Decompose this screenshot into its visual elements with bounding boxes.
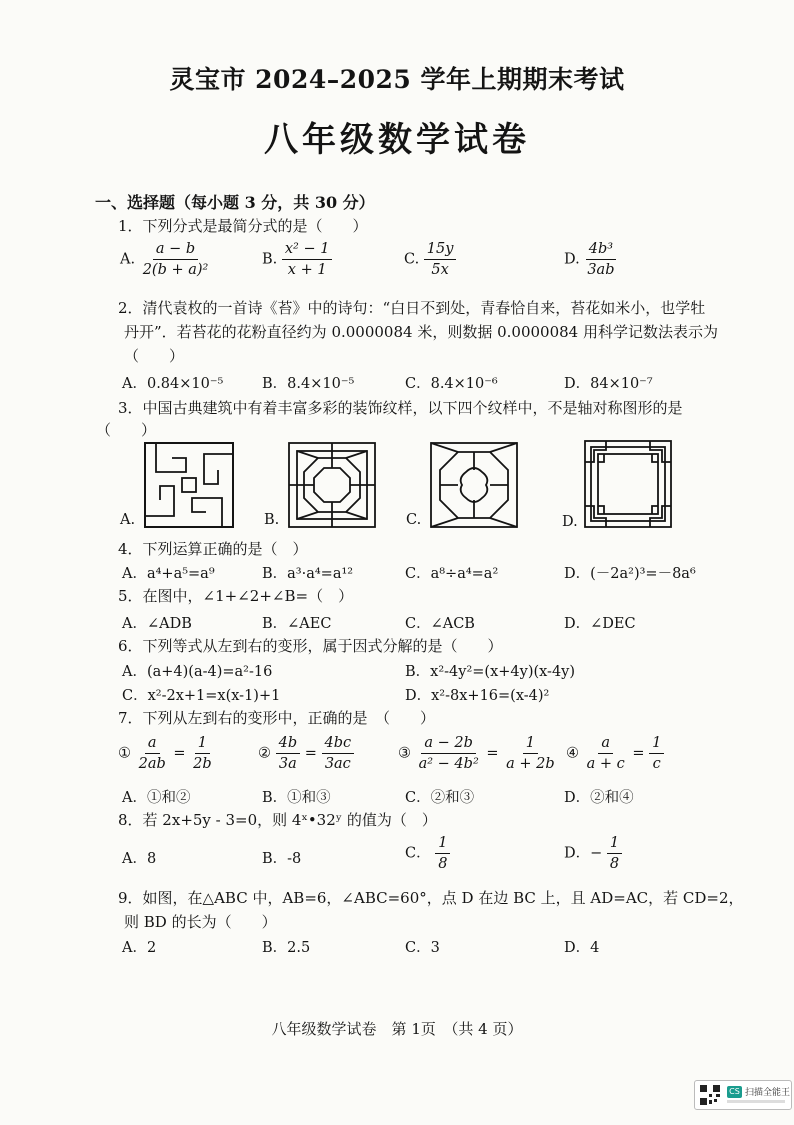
page-footer: 八年级数学试卷 第 1页 （共 4 页） [271, 1020, 523, 1038]
exam-title: 灵宝市 2024–2025 学年上期期末考试 [169, 65, 625, 94]
camscanner-logo-icon: CS [727, 1086, 742, 1098]
q9-option-b: B．2.5 [262, 940, 311, 956]
q8-option-c: C． $\frac{1}{8}$ [405, 834, 450, 873]
q4-stem: 4．下列运算正确的是（ ） [118, 540, 308, 558]
q7-item-4: ④ $\frac{a}{a + c}$ = $\frac{1}{c}$ [566, 734, 664, 773]
q8-option-d: D．− $\frac{1}{8}$ [564, 834, 622, 873]
q8-option-a: A．8 [122, 851, 157, 867]
scanner-label: 扫描全能王 [745, 1088, 791, 1098]
q5-option-c: C．∠ACB [405, 616, 475, 632]
q3-line2: （ ） [96, 421, 157, 439]
q7-option-b: B．①和③ [262, 790, 331, 806]
q2-option-b: B．8.4×10⁻⁵ [262, 376, 355, 392]
q1-stem: 1．下列分式是最简分式的是（ ） [118, 217, 368, 235]
qr-code-icon [699, 1084, 721, 1106]
q3-label-d: D. [562, 514, 578, 530]
q2-line2: 丹开”．若苔花的花粉直径约为 0.0000084 米，则数据 0.0000084 用科学记数法表示为 [124, 323, 718, 341]
q6-option-b: B．x²-4y²=(x+4y)(x-4y) [405, 664, 576, 680]
q6-option-d: D．x²-8x+16=(x-4)² [405, 688, 550, 704]
q9-option-c: C．3 [405, 940, 440, 956]
q5-option-a: A．∠ADB [122, 616, 192, 632]
q7-option-a: A．①和② [122, 790, 191, 806]
q4-option-a: A．a⁴+a⁵=a⁹ [122, 566, 215, 582]
q4-option-b: B．a³·a⁴=a¹² [262, 566, 354, 582]
q7-stem: 7．下列从左到右的变形中，正确的是 （ ） [118, 709, 436, 727]
q3-label-c: C. [406, 512, 422, 528]
q4-option-d: D．(－2a²)³=－8a⁶ [564, 566, 696, 582]
q5-option-d: D．∠DEC [564, 616, 636, 632]
q7-option-d: D．②和④ [564, 790, 634, 806]
pattern-c-figure [430, 442, 518, 528]
q3-label-b: B. [264, 512, 280, 528]
q7-item-1: ① $\frac{a}{2ab}$ = $\frac{1}{2b}$ [118, 735, 212, 772]
q1-option-b: B. $\frac{\text{x² − 1}}{x + 1}$ [262, 240, 332, 279]
q2-option-a: A．0.84×10⁻⁵ [122, 376, 224, 392]
section-heading: 一、选择题（每小题 3 分，共 30 分） [95, 193, 375, 212]
q2-line1: 2．清代袁枚的一首诗《苔》中的诗句：“白日不到处，青春恰自来，苔花如米小，也学牡 [118, 299, 706, 317]
q7-item-2: ② $\frac{4b}{3a}$ = $\frac{4bc}{3ac}$ [258, 734, 354, 773]
q9-option-d: D．4 [564, 940, 600, 956]
q7-option-c: C．②和③ [405, 790, 475, 806]
q9-option-a: A．2 [122, 940, 157, 956]
q5-option-b: B．∠AEC [262, 616, 332, 632]
q1-option-d: D. $\frac{\text{4b³}}{3ab}$ [564, 241, 615, 278]
q1-option-c: C. $\frac{15y}{5x}$ [404, 240, 456, 279]
pattern-d-figure [584, 440, 672, 528]
q2-line3: （ ） [124, 347, 185, 365]
q3-line1: 3．中国古典建筑中有着丰富多彩的装饰纹样，以下四个纹样中，不是轴对称图形的是 [118, 399, 683, 417]
q8-stem: 8．若 2x+5y - 3=0，则 4ˣ•32ʸ 的值为（ ） [118, 811, 437, 829]
q6-option-a: A．(a+4)(a-4)=a²-16 [122, 664, 273, 680]
q2-option-c: C．8.4×10⁻⁶ [405, 376, 498, 392]
q1-option-a: A. $\frac{a - b}{\text{2(b + a)²}}$ [120, 241, 209, 278]
q8-option-b: B．-8 [262, 851, 302, 867]
q7-item-3: ③ $\frac{a - 2b}{\text{a² − 4b²}}$ = $\frac{1}{a + 2b}$ [398, 735, 555, 772]
q9-line1: 9．如图，在△ABC 中，AB=6，∠ABC=60°，点 D 在边 BC 上，且 AD=AC，若 CD=2， [118, 889, 744, 907]
q9-line2: 则 BD 的长为（ ） [124, 913, 277, 931]
exam-subtitle: 八年级数学试卷 [264, 120, 530, 160]
scanner-badge [694, 1080, 792, 1110]
q6-option-c: C．x²-2x+1=x(x-1)+1 [122, 688, 281, 704]
scanner-subtext-line [727, 1100, 785, 1103]
q2-option-d: D．84×10⁻⁷ [564, 376, 653, 392]
q4-option-c: C．a⁸÷a⁴=a² [405, 566, 499, 582]
pattern-a-figure [144, 442, 234, 528]
q6-stem: 6．下列等式从左到右的变形，属于因式分解的是（ ） [118, 637, 503, 655]
pattern-b-figure [288, 442, 376, 528]
q3-label-a: A. [120, 512, 136, 528]
q5-stem: 5．在图中，∠1+∠2+∠B=（ ） [118, 587, 354, 605]
